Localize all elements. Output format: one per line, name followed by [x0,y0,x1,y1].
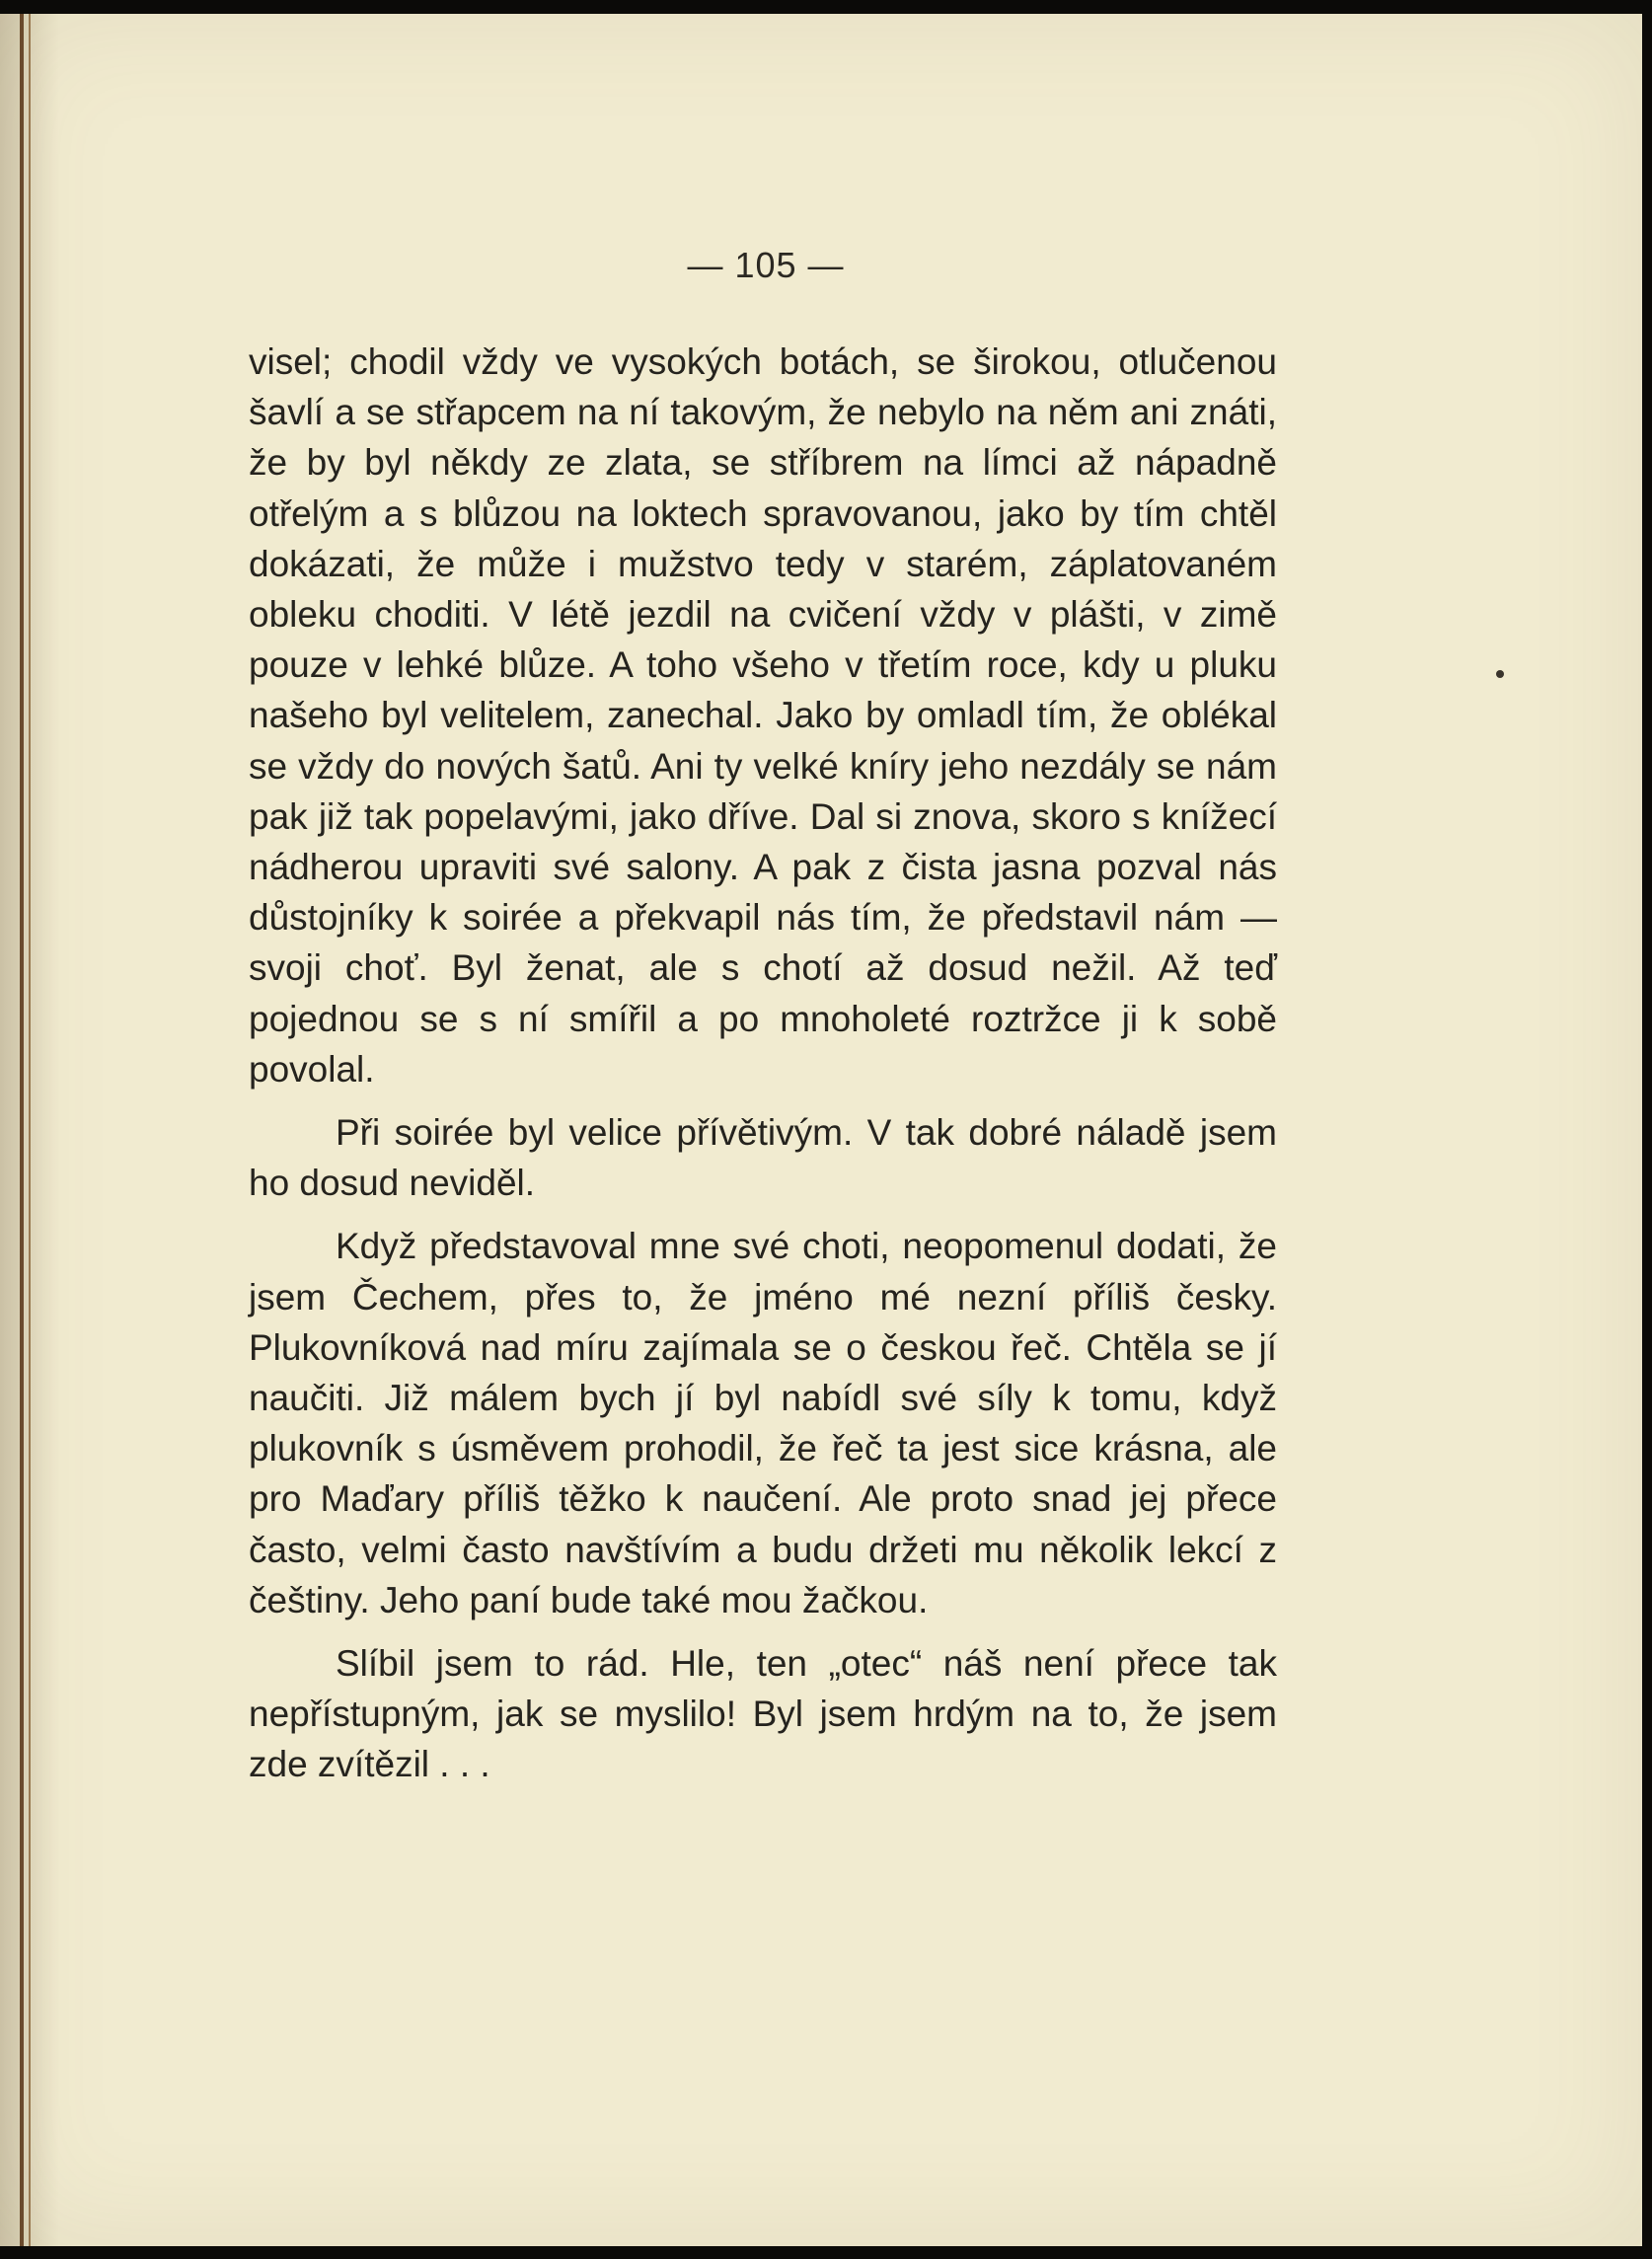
page-number: — 105 — [687,245,845,285]
paragraph-3: Když představoval mne své choti, neopomenul dodati, že jsem Čechem, přes to, že jméno mé nezní příliš česky. Plukovníková nad míru zajímala se o českou řeč. Chtěla se jí naučiti. Již málem bych jí byl nabídl své síly k tomu, když plukovník s úsměvem prohodil, že řeč ta jest sice krásna, ale pro Maďary příliš těžko k naučení. Ale proto snad jej přece často, velmi často navštívím a budu držeti mu několik lekcí z češtiny. Jeho paní bude také mou žačkou. [249,1226,1277,1620]
body-text [249,337,1277,1790]
paper-speck [1496,670,1504,678]
paragraph-4: Slíbil jsem to rád. Hle, ten „otec“ náš není přece tak nepřístupným, jak se myslilo! Byl jsem hrdým na to, že jsem zde zvítězil . . . [249,1643,1277,1785]
scan-top-edge [0,0,1652,14]
paragraph-2: Při soirée byl velice přívětivým. V tak dobré náladě jsem ho dosud neviděl. [249,1112,1277,1204]
paragraph-1: visel; chodil vždy ve vysokých botách, se širokou, otlučenou šavlí a se střapcem na ní takovým, že nebylo na něm ani znáti, že by byl někdy ze zlata, se stříbrem na límci až nápadně otřelým a s blůzou na loktech spravovanou, jako by tím chtěl dokázati, že může i mužstvo tedy v starém, záplatovaném obleku choditi. V létě jezdil na cvičení vždy v plášti, v zimě pouze v lehké blůze. A toho všeho v třetím roce, kdy u pluku našeho byl velitelem, zanechal. Jako by omladl tím, že oblékal se vždy do nových šatů. Ani ty velké kníry jeho nezdály se nám pak již tak popelavými, jako dříve. Dal si znova, skoro s knížecí nádherou upraviti své salony. A pak z čista jasna pozval nás důstojníky k soirée a překvapil nás tím, že představil nám — svoji choť. Byl ženat, ale s chotí až dosud nežil. Až teď pojednou se s ní smířil a po mnoholeté roztržce ji k sobě povolal. [249,341,1277,1090]
spine-line-inner [29,14,31,2246]
spine-line [20,14,24,2246]
